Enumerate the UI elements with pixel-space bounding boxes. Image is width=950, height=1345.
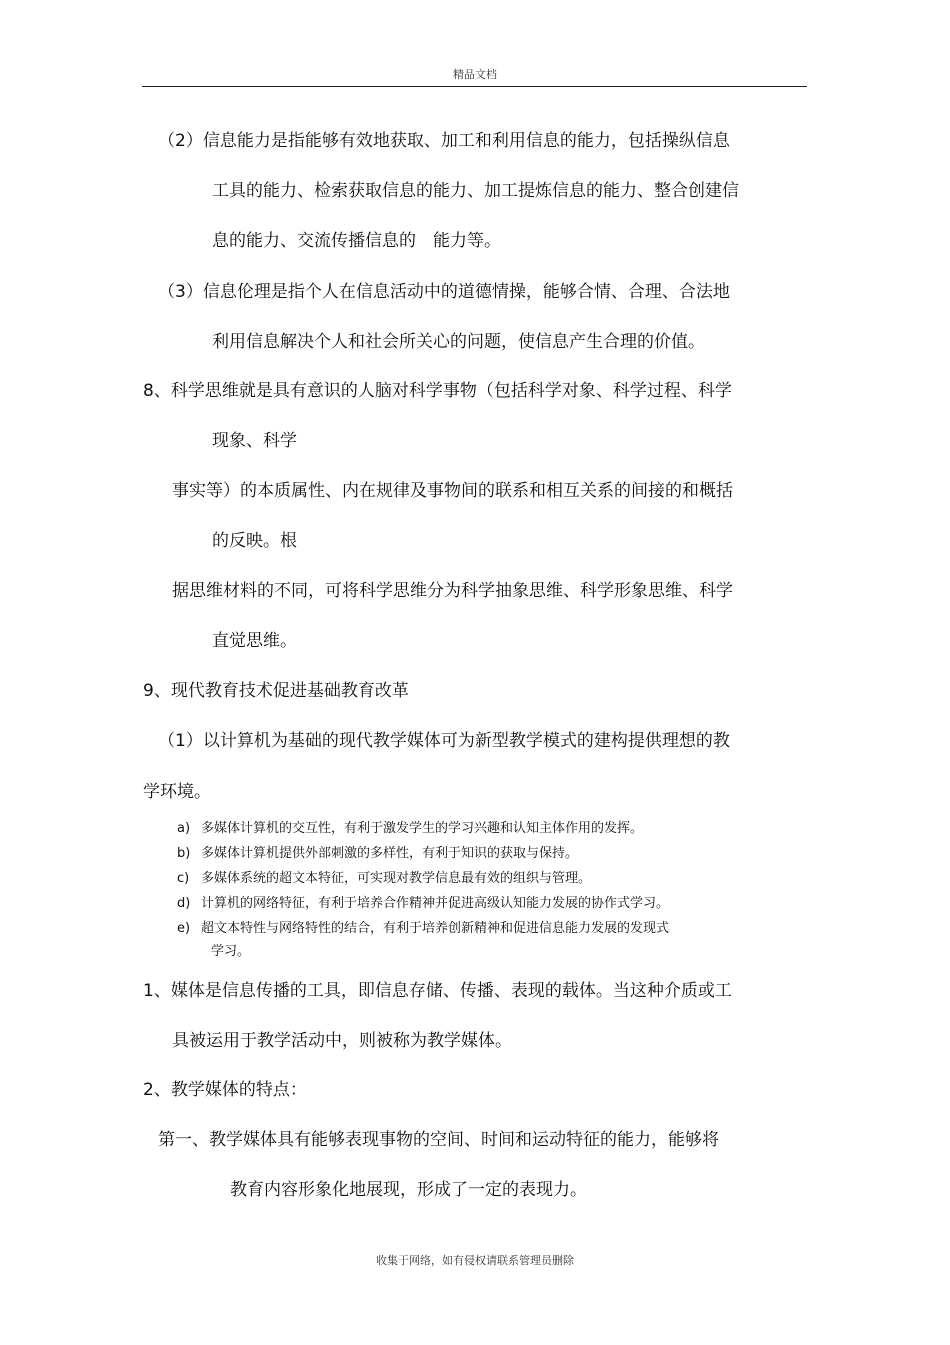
list-item-text: 超文本特性与网络特性的结合，有利于培养创新精神和促进信息能力发展的发现式 — [201, 921, 670, 936]
paragraph-line: 学环境。 — [143, 782, 211, 802]
paragraph-line: （1）以计算机为基础的现代教学媒体可为新型教学模式的建构提供理想的教 — [158, 731, 730, 751]
paragraph-line: 1、媒体是信息传播的工具，即信息存储、传播、表现的载体。当这种介质或工 — [143, 981, 732, 1001]
paragraph-line: 工具的能力、检索获取信息的能力、加工提炼信息的能力、整合创建信 — [212, 181, 739, 201]
list-item-text: 多媒体计算机的交互性，有利于激发学生的学习兴趣和认知主体作用的发挥。 — [201, 821, 644, 836]
paragraph-line: 据思维材料的不同，可将科学思维分为科学抽象思维、科学形象思维、科学 — [172, 581, 733, 601]
list-item-text: 多媒体系统的超文本特征，可实现对教学信息最有效的组织与管理。 — [201, 871, 592, 886]
paragraph-line: 直觉思维。 — [212, 631, 297, 651]
paragraph-line: 利用信息解决个人和社会所关心的问题，使信息产生合理的价值。 — [212, 332, 705, 352]
list-marker: b) — [177, 846, 191, 861]
list-item-continuation: 学习。 — [211, 944, 251, 959]
paragraph-line: （2）信息能力是指能够有效地获取、加工和利用信息的能力，包括操纵信息 — [158, 131, 730, 151]
list-marker: a) — [177, 821, 191, 836]
header-rule — [142, 86, 807, 87]
paragraph-line: 8、科学思维就是具有意识的人脑对科学事物（包括科学对象、科学过程、科学 — [143, 381, 732, 401]
paragraph-line: 9、现代教育技术促进基础教育改革 — [143, 681, 409, 701]
paragraph-line: 事实等）的本质属性、内在规律及事物间的联系和相互关系的间接的和概括 — [172, 481, 733, 501]
list-marker: d) — [177, 896, 191, 911]
paragraph-line: 的反映。根 — [212, 531, 297, 551]
paragraph-line: （3）信息伦理是指个人在信息活动中的道德情操，能够合情、合理、合法地 — [158, 282, 730, 302]
list-item — [177, 870, 591, 888]
list-item — [177, 820, 643, 838]
page-header: 精品文档 — [453, 68, 497, 81]
paragraph-line: 现象、科学 — [212, 431, 297, 451]
list-item — [177, 895, 669, 913]
page-footer: 收集于网络，如有侵权请联系管理员删除 — [376, 1254, 574, 1267]
paragraph-line: 具被运用于教学活动中，则被称为教学媒体。 — [172, 1031, 512, 1051]
list-marker: e) — [177, 921, 191, 936]
list-marker: c) — [177, 871, 190, 886]
paragraph-line: 教育内容形象化地展现，形成了一定的表现力。 — [230, 1180, 587, 1200]
paragraph-line: 息的能力、交流传播信息的 能力等。 — [212, 231, 501, 251]
paragraph-line: 2、教学媒体的特点： — [143, 1080, 307, 1100]
list-item-text: 多媒体计算机提供外部刺激的多样性，有利于知识的获取与保持。 — [201, 846, 579, 861]
list-item-text: 计算机的网络特征，有利于培养合作精神并促进高级认知能力发展的协作式学习。 — [201, 896, 670, 911]
list-item — [177, 920, 669, 938]
list-item — [177, 845, 578, 863]
paragraph-line: 第一、教学媒体具有能够表现事物的空间、时间和运动特征的能力，能够将 — [158, 1130, 719, 1150]
